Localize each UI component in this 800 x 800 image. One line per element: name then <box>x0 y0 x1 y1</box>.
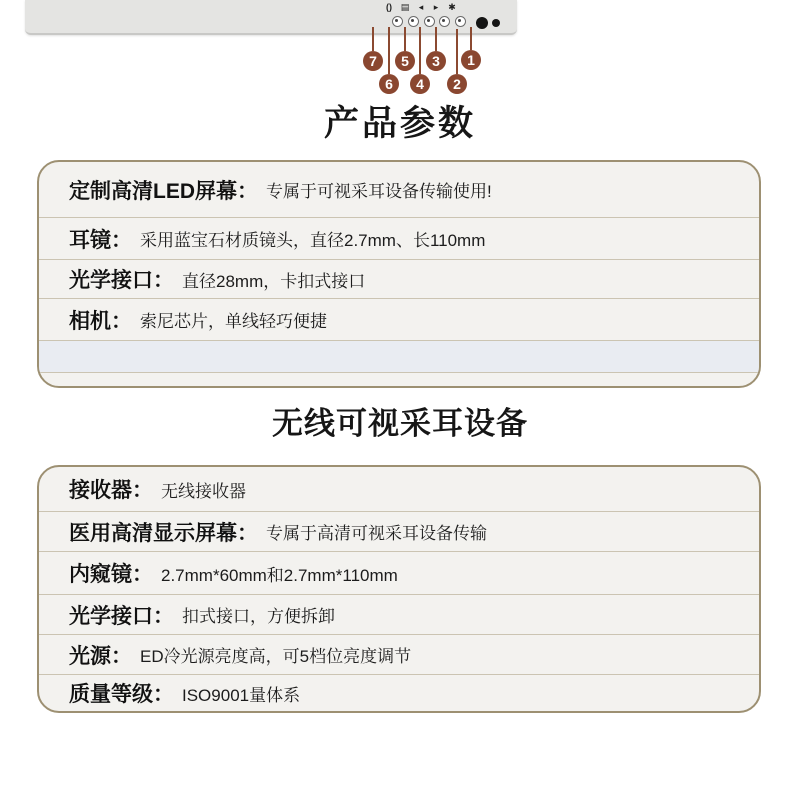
callout-line-5 <box>404 27 406 51</box>
spec-row <box>39 635 759 675</box>
spec-row <box>39 299 759 341</box>
arrow-right-icon: ▸ <box>433 2 439 12</box>
wireless-device-heading: 无线可视采耳设备 <box>272 406 528 441</box>
callout-badge-5: 5 <box>395 51 415 71</box>
device-button-5 <box>424 16 435 27</box>
section-title-block <box>0 96 800 146</box>
spec-row-padding <box>39 373 759 386</box>
arrow-left-icon: ◂ <box>418 2 424 12</box>
spec-label: 相机： <box>69 309 132 333</box>
spec-row <box>39 552 759 595</box>
callout-line-4 <box>419 27 421 74</box>
callout-line-7 <box>372 27 374 51</box>
spec-box-product-params <box>37 160 761 388</box>
spec-label: 质量等级： <box>69 683 174 706</box>
spec-label: 光学接口： <box>69 269 174 292</box>
device-button-4 <box>439 16 450 27</box>
callout-badge-6: 6 <box>379 74 399 94</box>
spec-row <box>39 675 759 711</box>
spec-value: ISO9001量体系 <box>182 685 301 705</box>
spec-label: 内窥镜： <box>69 563 153 586</box>
device-button-1 <box>492 19 500 27</box>
callout-line-6 <box>388 27 390 74</box>
spec-value: ED冷光源亮度高，可5档位亮度调节 <box>140 647 412 666</box>
spec-row-empty <box>39 341 759 373</box>
spec-value: 直径28mm，卡扣式接口 <box>182 271 366 291</box>
spec-label: 耳镜： <box>69 228 132 252</box>
callout-line-2 <box>456 29 458 74</box>
spec-value: 无线接收器 <box>161 481 246 501</box>
callout-line-3 <box>435 27 437 51</box>
spec-label: 光学接口： <box>69 604 174 628</box>
device-button-6 <box>408 16 419 27</box>
exit-icon: () <box>386 2 392 12</box>
device-button-3 <box>455 16 466 27</box>
device-button-2 <box>476 17 488 29</box>
spec-label: 医用高清显示屏幕： <box>69 521 258 545</box>
brightness-icon: ✱ <box>448 2 456 12</box>
spec-row <box>39 260 759 299</box>
spec-value: 专属于可视采耳设备传输使用! <box>266 182 492 201</box>
spec-row <box>39 595 759 635</box>
callout-badge-1: 1 <box>461 50 481 70</box>
spec-value: 2.7mm*60mm和2.7mm*110mm <box>161 565 398 585</box>
device-panel-photo <box>25 0 517 35</box>
spec-box-wireless-device <box>37 465 761 713</box>
page-title: 产品参数 <box>323 104 476 143</box>
callout-line-1 <box>470 27 472 50</box>
spec-label: 光源： <box>69 644 132 668</box>
callout-badge-7: 7 <box>363 51 383 71</box>
spec-row <box>39 162 759 218</box>
spec-row <box>39 218 759 260</box>
spec-label: 接收器： <box>69 479 153 502</box>
callout-badge-2: 2 <box>447 74 467 94</box>
spec-row <box>39 512 759 552</box>
callout-badge-3: 3 <box>426 51 446 71</box>
spec-label: 定制高清LED屏幕： <box>69 179 258 203</box>
spec-row <box>39 467 759 512</box>
spec-value: 扣式接口，方便拆卸 <box>182 607 335 626</box>
callout-badge-4: 4 <box>410 74 430 94</box>
spec-value: 索尼芯片，单线轻巧便捷 <box>140 312 327 331</box>
device-button-7 <box>392 16 403 27</box>
spec-value: 采用蓝宝石材质镜头，直径2.7mm、长110mm <box>140 231 486 250</box>
menu-icon: ▤ <box>400 2 410 12</box>
spec-value: 专属于高清可视采耳设备传输 <box>266 524 487 543</box>
